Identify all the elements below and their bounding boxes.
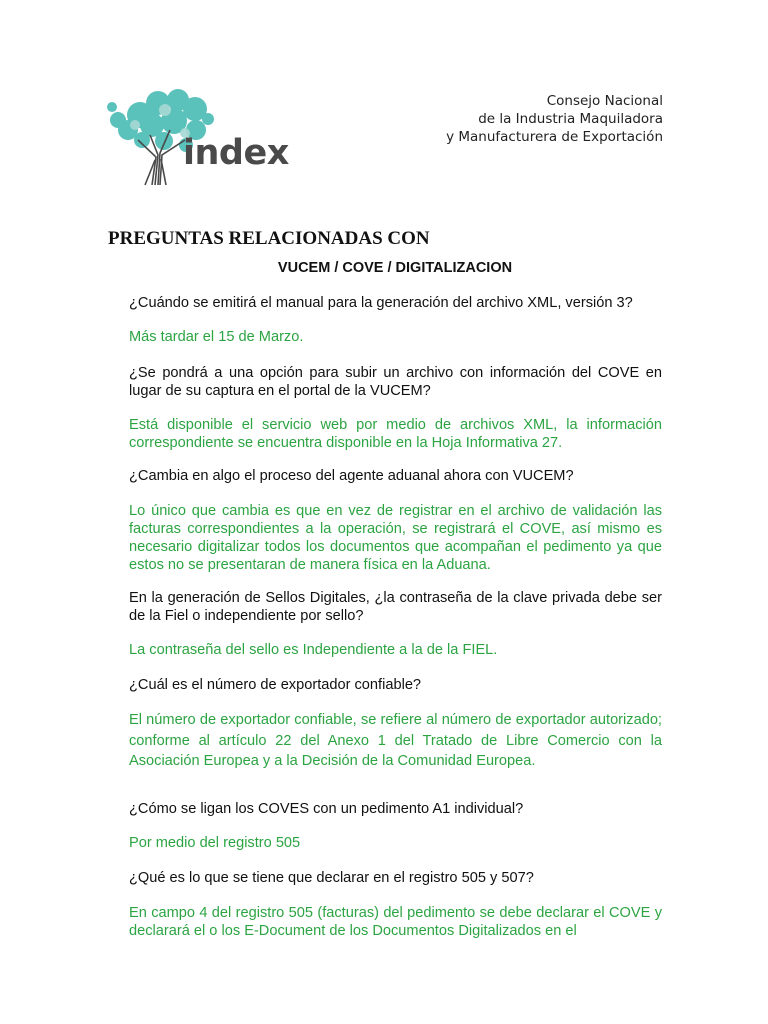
org-line: y Manufacturera de Exportación xyxy=(446,129,663,145)
question-6: ¿Cómo se ligan los COVES con un pedimento A1 individual? xyxy=(129,801,524,817)
answer-7: En campo 4 del registro 505 (facturas) del pedimento se debe declarar el COVE y declarará el o los E-Document de los Documentos Digitalizados en el xyxy=(129,905,662,939)
index-logo xyxy=(100,85,300,195)
org-line: Consejo Nacional xyxy=(546,93,663,109)
answer-1: Más tardar el 15 de Marzo. xyxy=(129,329,304,345)
organization-name xyxy=(446,92,663,146)
question-3: ¿Cambia en algo el proceso del agente aduanal ahora con VUCEM? xyxy=(129,468,574,484)
answer-2: Está disponible el servicio web por medio de archivos XML, la información correspondiente se encuentra disponible en la Hoja Informativa 27. xyxy=(129,417,662,451)
page-title: PREGUNTAS RELACIONADAS CON xyxy=(108,228,430,249)
page-subtitle: VUCEM / COVE / DIGITALIZACION xyxy=(277,260,513,276)
answer-5: El número de exportador confiable, se refiere al número de exportador autorizado; conforme al artículo 22 del Anexo 1 del Tratado de Libre Comercio con la Asociación Europea y a la Decisión de la Comunidad Europea. xyxy=(129,712,662,769)
question-2: ¿Se pondrá a una opción para subir un archivo con información del COVE en lugar de su captura en el portal de la VUCEM? xyxy=(129,365,662,399)
question-1: ¿Cuándo se emitirá el manual para la generación del archivo XML, versión 3? xyxy=(129,295,633,311)
logo-wordmark: index xyxy=(183,133,289,173)
question-4: En la generación de Sellos Digitales, ¿la contraseña de la clave privada debe ser de la Fiel o independiente por sello? xyxy=(129,590,662,624)
question-5: ¿Cuál es el número de exportador confiable? xyxy=(129,677,422,693)
answer-3: Lo único que cambia es que en vez de registrar en el archivo de validación las facturas correspondientes a la operación, se registrará el COVE, así mismo es necesario digitalizar todos los documentos que acompañan el pedimento ya que estos no se presentaran de manera física en la Aduana. xyxy=(129,503,662,573)
question-7: ¿Qué es lo que se tiene que declarar en el registro 505 y 507? xyxy=(129,870,534,886)
answer-4: La contraseña del sello es Independiente a la de la FIEL. xyxy=(129,642,498,658)
answer-6: Por medio del registro 505 xyxy=(129,835,301,851)
org-line: de la Industria Maquiladora xyxy=(478,111,663,127)
